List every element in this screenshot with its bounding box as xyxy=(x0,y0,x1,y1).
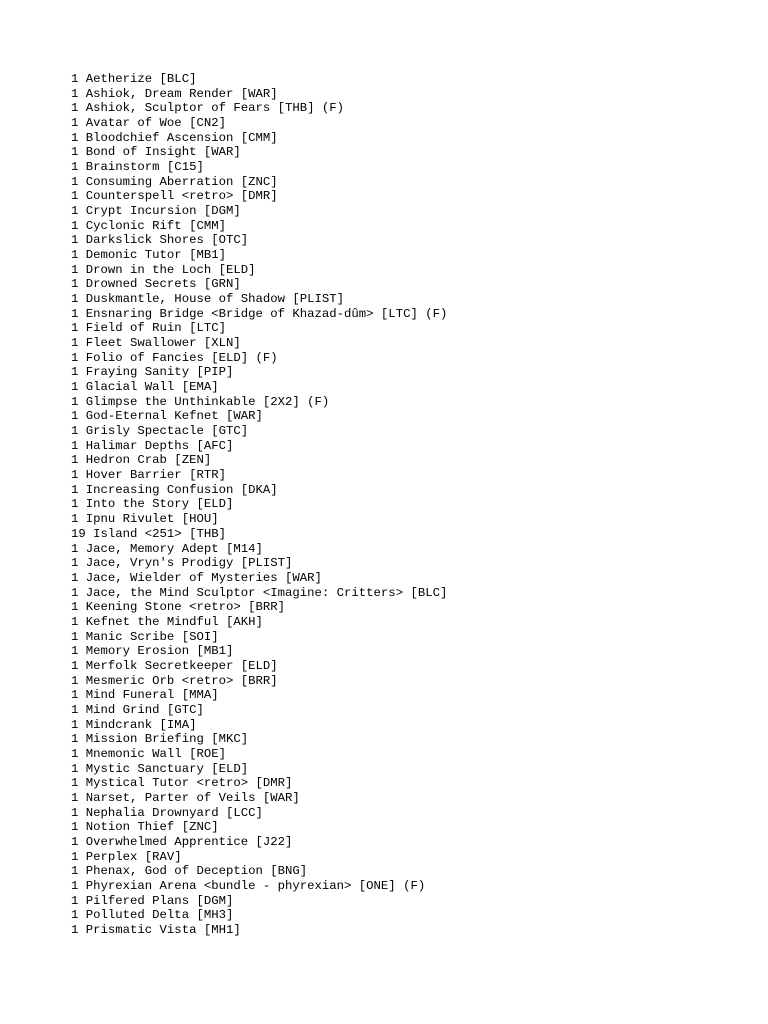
deck-list-line: 1 Brainstorm [C15] xyxy=(71,160,204,175)
deck-list-line: 1 Memory Erosion [MB1] xyxy=(71,644,234,659)
deck-list-line: 1 Overwhelmed Apprentice [J22] xyxy=(71,834,293,849)
deck-list-line: 1 Cyclonic Rift [CMM] xyxy=(71,218,226,233)
deck-list-line: 1 God-Eternal Kefnet [WAR] xyxy=(71,409,263,424)
deck-list-line: 1 Polluted Delta [MH3] xyxy=(71,908,234,923)
deck-list-line: 1 Into the Story [ELD] xyxy=(71,497,234,512)
deck-list-line: 1 Darkslick Shores [OTC] xyxy=(71,233,249,248)
deck-list-line: 1 Grisly Spectacle [GTC] xyxy=(71,424,249,439)
deck-list-line: 1 Mindcrank [IMA] xyxy=(71,717,197,732)
deck-list-line: 1 Increasing Confusion [DKA] xyxy=(71,482,278,497)
deck-list-line: 1 Fraying Sanity [PIP] xyxy=(71,365,234,380)
deck-list-line: 1 Nephalia Drownyard [LCC] xyxy=(71,805,263,820)
deck-list-line: 1 Mystic Sanctuary [ELD] xyxy=(71,761,249,776)
deck-list-line: 1 Phenax, God of Deception [BNG] xyxy=(71,864,308,879)
deck-list-line: 1 Pilfered Plans [DGM] xyxy=(71,893,234,908)
deck-list-line: 1 Keening Stone <retro> [BRR] xyxy=(71,600,286,615)
deck-list-line: 1 Crypt Incursion [DGM] xyxy=(71,204,241,219)
deck-list-line: 1 Merfolk Secretkeeper [ELD] xyxy=(71,658,278,673)
deck-list-line: 1 Bloodchief Ascension [CMM] xyxy=(71,130,278,145)
deck-list-line: 1 Jace, the Mind Sculptor <Imagine: Critters> [BLC] xyxy=(71,585,448,600)
deck-list-line: 1 Folio of Fancies [ELD] (F) xyxy=(71,350,278,365)
deck-list-line: 1 Bond of Insight [WAR] xyxy=(71,145,241,160)
deck-list-line: 1 Avatar of Woe [CN2] xyxy=(71,116,226,131)
deck-list-line: 1 Narset, Parter of Veils [WAR] xyxy=(71,790,300,805)
deck-list-line: 1 Ipnu Rivulet [HOU] xyxy=(71,512,219,527)
deck-list-line: 1 Mesmeric Orb <retro> [BRR] xyxy=(71,673,278,688)
deck-list-line: 1 Mnemonic Wall [ROE] xyxy=(71,746,226,761)
deck-list-line: 1 Jace, Vryn's Prodigy [PLIST] xyxy=(71,556,293,571)
deck-list-line: 1 Hedron Crab [ZEN] xyxy=(71,453,212,468)
deck-list-line: 1 Duskmantle, House of Shadow [PLIST] xyxy=(71,292,345,307)
deck-list-line: 1 Manic Scribe [SOI] xyxy=(71,629,219,644)
deck-list-line: 1 Ensnaring Bridge <Bridge of Khazad-dûm> [LTC] (F) xyxy=(71,306,448,321)
deck-list-line: 1 Halimar Depths [AFC] xyxy=(71,438,234,453)
deck-list-line: 1 Ashiok, Sculptor of Fears [THB] (F) xyxy=(71,101,345,116)
deck-list-line: 1 Mind Grind [GTC] xyxy=(71,702,204,717)
deck-list-line: 1 Kefnet the Mindful [AKH] xyxy=(71,614,263,629)
deck-list-line: 1 Consuming Aberration [ZNC] xyxy=(71,174,278,189)
deck-list-line: 1 Aetherize [BLC] xyxy=(71,72,197,86)
deck-list-line: 1 Notion Thief [ZNC] xyxy=(71,820,219,835)
deck-list-line: 1 Phyrexian Arena <bundle - phyrexian> [ONE] (F) xyxy=(71,878,426,893)
deck-list-line: 1 Jace, Memory Adept [M14] xyxy=(71,541,263,556)
deck-list-line: 1 Glacial Wall [EMA] xyxy=(71,380,219,395)
deck-list-line: 1 Demonic Tutor [MB1] xyxy=(71,248,226,263)
deck-list-line: 1 Mind Funeral [MMA] xyxy=(71,688,219,703)
deck-list-line: 1 Glimpse the Unthinkable [2X2] (F) xyxy=(71,394,330,409)
deck-list-line: 1 Drowned Secrets [GRN] xyxy=(71,277,241,292)
deck-list-line: 1 Perplex [RAV] xyxy=(71,849,182,864)
deck-list-line: 1 Fleet Swallower [XLN] xyxy=(71,336,241,351)
deck-list-line: 1 Field of Ruin [LTC] xyxy=(71,321,226,336)
deck-list-line: 1 Prismatic Vista [MH1] xyxy=(71,922,241,937)
deck-list-line: 1 Ashiok, Dream Render [WAR] xyxy=(71,86,278,101)
deck-list-line: 1 Drown in the Loch [ELD] xyxy=(71,262,256,277)
deck-list-line: 1 Mystical Tutor <retro> [DMR] xyxy=(71,776,293,791)
deck-list-line: 1 Mission Briefing [MKC] xyxy=(71,732,249,747)
deck-list-line: 19 Island <251> [THB] xyxy=(71,526,226,541)
deck-list-line: 1 Jace, Wielder of Mysteries [WAR] xyxy=(71,570,322,585)
deck-list-line: 1 Hover Barrier [RTR] xyxy=(71,468,226,483)
deck-list-line: 1 Counterspell <retro> [DMR] xyxy=(71,189,278,204)
deck-list xyxy=(71,72,447,938)
